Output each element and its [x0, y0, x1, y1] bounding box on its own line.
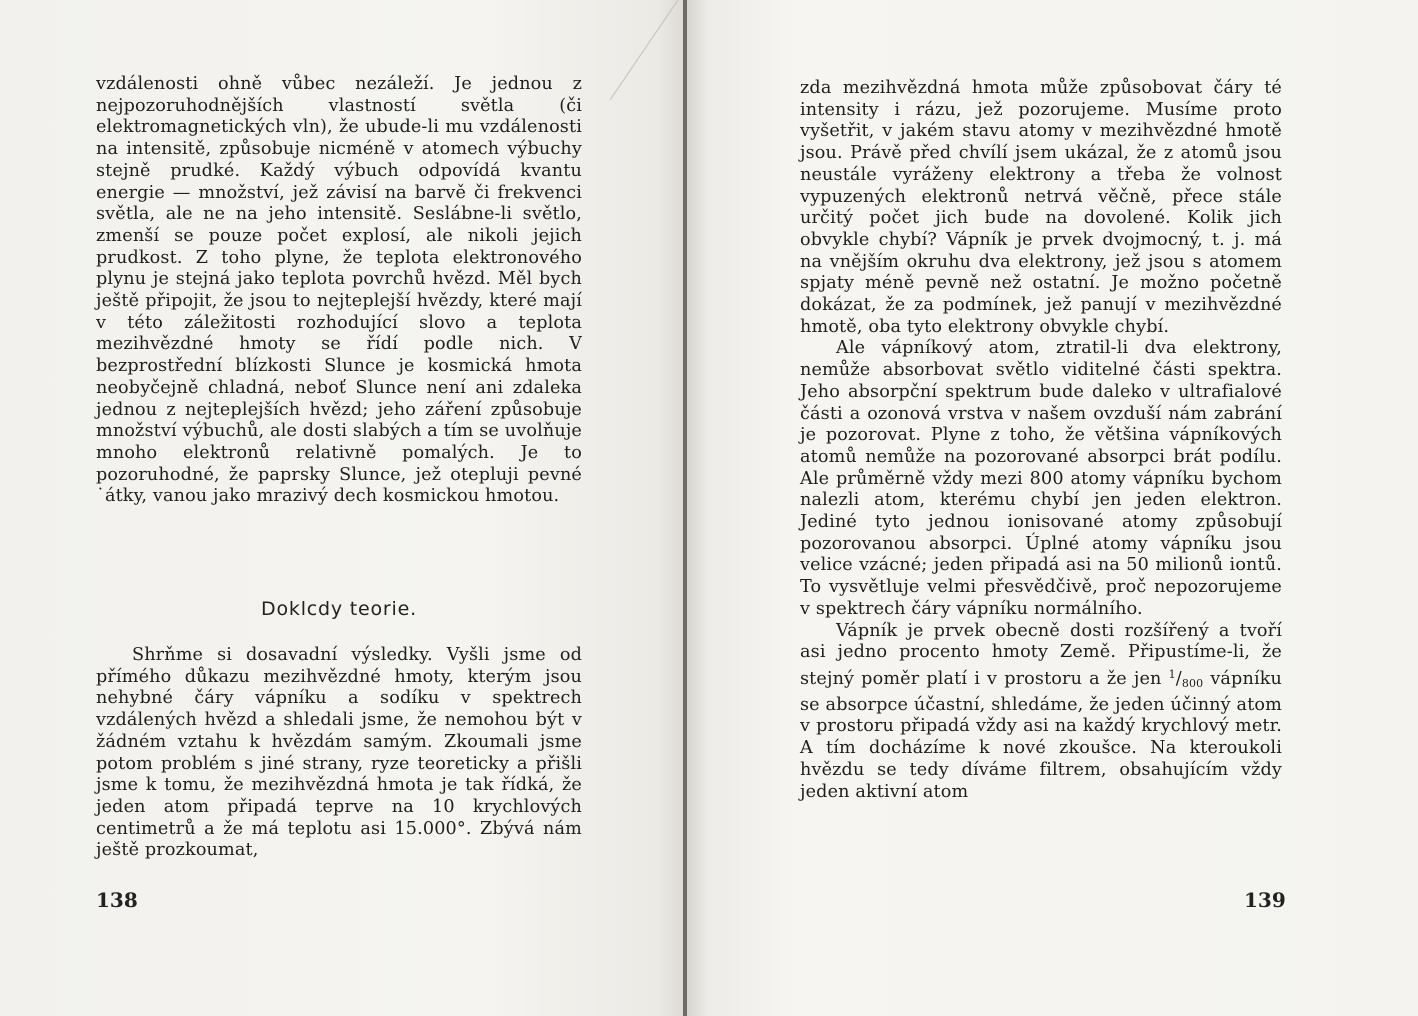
book-gutter: [683, 0, 687, 1016]
right-paragraph-2: Ale vápníkový atom, ztratil-li dva elektrony, nemůže absorbovat světlo viditelné části spektra. Jeho absorpční spektrum bude daleko v ultrafialové části a ozonová vrstva v našem ovzduší nám zabrání je pozorovat. Plyne z toho, že většina vápníkových atomů nemůže na pozorované absorpci brát podílu. Ale průměrně vždy mezi 800 atomy vápníku bychom nalezli atom, kterému chybí jen jeden elektron. Jediné tyto jednou ionisované atomy způsobují pozorovanou absorpci. Úplné atomy vápníku jsou velice vzácné; jeden připadá asi na 50 milionů iontů. To vysvětluje velmi přesvědčivě, proč nepozorujeme v spektrech čáry vápníku normálního.: [800, 338, 1282, 619]
page-number-left: 138: [96, 888, 138, 912]
right-paragraph-3-start: Vápník je prvek obecně dosti rozšířený a tvoří asi jedno procento hmoty Země. Připustíme-li, že stejný poměr platí i v prostoru a že jen: [800, 620, 1282, 689]
left-paragraph-1: vzdálenosti ohně vůbec nezáleží. Je jednou z nejpozoruhodnějších vlastností světla (či elektromagnetických vln), že ubude-li mu vzdálenosti na intensitě, způsobuje nicméně v atomech výbuchy stejně prudké. Každý výbuch odpovídá kvantu energie — množství, jež závisí na barvě či frekvenci světla, ale ne na jeho intensitě. Seslábne-li světlo, zmenší se pouze počet explosí, ale nikoli jejich prudkost. Z toho plyne, že teplota elektronového plynu je stejná jako teplota povrchů hvězd. Měl bych ještě připojit, že jsou to nejteplejší hvězdy, které mají v této záležitosti rozhodující slovo a teplota mezihvězdné hmoty se řídí podle nich. V bezprostřední blízkosti Slunce je kosmická hmota neobyčejně chladná, neboť Slunce není ani zdaleka jednou z nejteplejších hvězd; jeho záření způsobuje množství výbuchů, ale dosti slabých a tím se uvolňuje mnoho elektronů relativně pomalých. Je to pozoruhodné, že paprsky Slunce, jež otepluji pevné ˙átky, vanou jako mrazivý dech kosmickou hmotou.: [96, 74, 582, 507]
page-number-right: 139: [1244, 888, 1286, 912]
page-fold-crease: [590, 0, 690, 100]
fraction-denominator: 800: [1181, 676, 1204, 690]
left-page-body-2: [96, 645, 582, 862]
fraction-slash: /: [1175, 668, 1182, 689]
right-paragraph-3: [800, 621, 1282, 804]
fraction-numerator: 1: [1168, 667, 1176, 681]
left-page-body-1: [96, 74, 582, 508]
right-paragraph-1: zda mezihvězdná hmota může způsobovat čáry té intensity i rázu, jež pozorujeme. Musíme proto vyšetřit, v jakém stavu atomy v mezihvězdné hmotě jsou. Právě před chvílí jsem ukázal, že z atomů jsou neustále vyráženy elektrony a třeba že volnost vypuzených elektronů netrvá věčně, přece stále určitý počet jich bude na dovolené. Kolik jich obvykle chybí? Vápník je prvek dvojmocný, t. j. má na vnějším okruhu dva elektrony, jež jsou s atomem spjaty méně pevně než ostatní. Je možno početně dokázat, že za podmínek, jež panují v mezihvězdné hmotě, oba tyto elektrony obvykle chybí.: [800, 78, 1282, 337]
right-paragraph-3-end: vápníku se absorpce účastní, shledáme, že jeden účinný atom v prostoru připadá vždy asi na každý krychlový metr. A tím docházíme k nové zkoušce. Na kteroukoli hvězdu se tedy díváme filtrem, obsahujícím vždy jeden aktivní atom: [800, 668, 1283, 802]
left-paragraph-2: Shrňme si dosavadní výsledky. Vyšli jsme od přímého důkazu mezihvězdné hmoty, kterým jsou nehybné čáry vápníku a sodíku v spektrech vzdálených hvězd a shledali jsme, že nemohou být v žádném vztahu k hvězdám samým. Zkoumali jsme potom problém s jiné strany, ryze teoreticky a přišli jsme k tomu, že mezihvězdná hmota je tak řídká, že jeden atom připadá teprve na 10 krychlových centimetrů a že má teplotu asi 15.000°. Zbývá nám ještě prozkoumat,: [96, 645, 582, 861]
section-heading: Doklcdy teorie.: [261, 598, 417, 620]
right-page-body: [800, 78, 1282, 803]
